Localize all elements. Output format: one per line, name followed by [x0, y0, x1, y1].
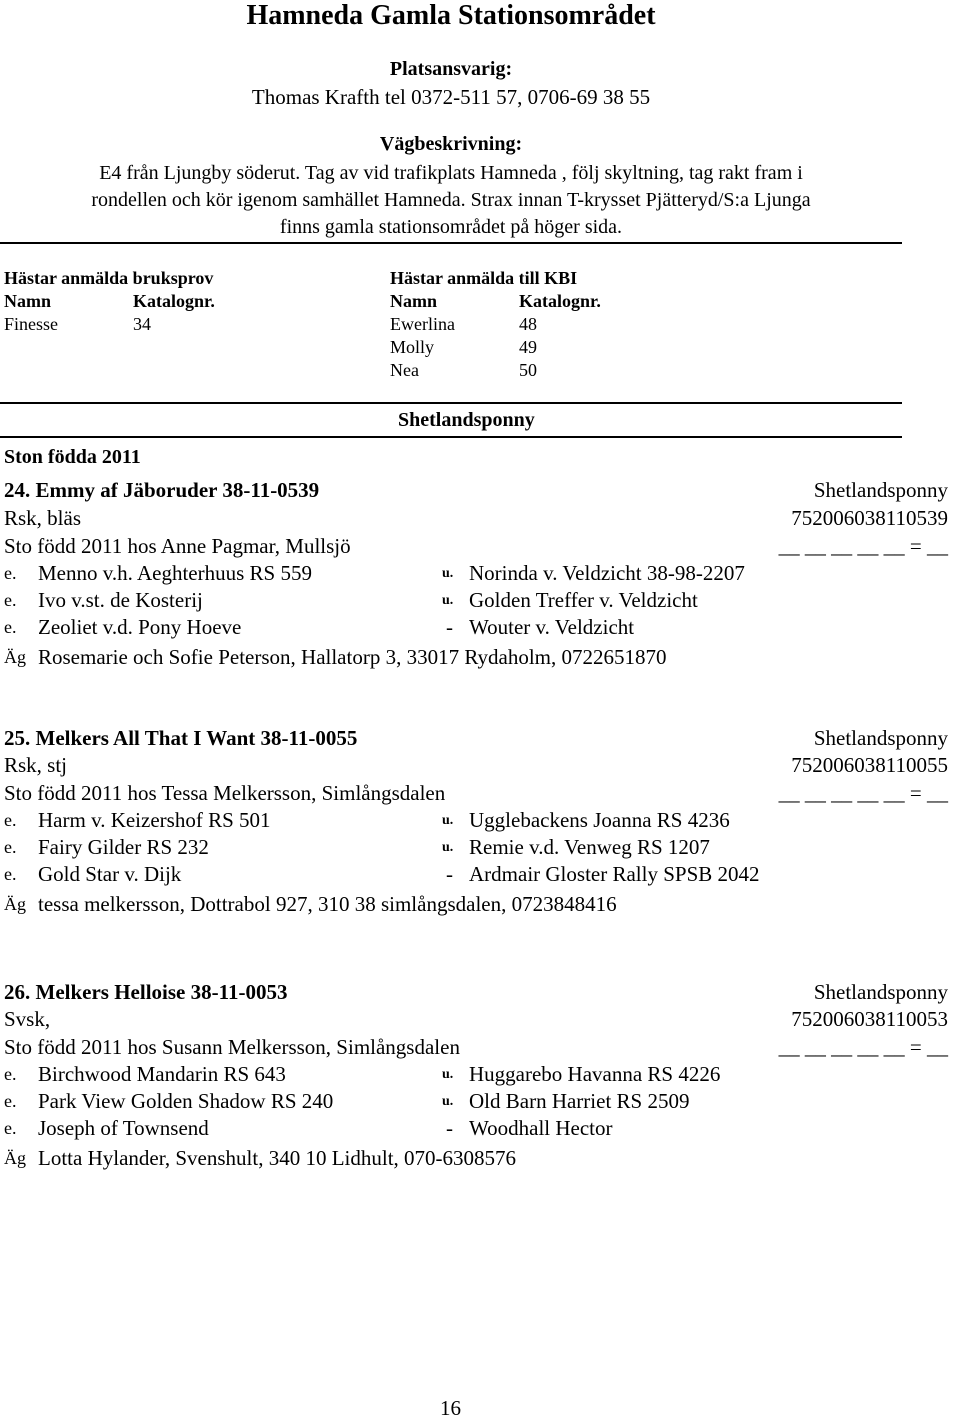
pedigree-right: Old Barn Harriet RS 2509	[469, 1089, 690, 1113]
breed-title: Shetlandsponny	[398, 409, 535, 431]
owner-prefix: Äg	[4, 647, 26, 667]
horse-id: 752006038110055	[791, 753, 948, 777]
right-heading: Hästar anmälda till KBI	[390, 268, 578, 288]
owner-prefix: Äg	[4, 1148, 26, 1168]
dam-prefix: -	[446, 862, 453, 886]
directions-line-1: E4 från Ljungby söderut. Tag av vid trafikplats Hamneda , följ skyltning, tag rakt fram i	[99, 162, 803, 184]
horse-owner: Rosemarie och Sofie Peterson, Hallatorp 3, 33017 Rydaholm, 0722651870	[38, 645, 667, 669]
right-row-num: 50	[519, 360, 537, 380]
divider	[0, 402, 902, 404]
contact-label: Platsansvarig:	[389, 58, 513, 80]
horse-breed: Shetlandsponny	[813, 980, 948, 1004]
right-col-name: Namn	[390, 291, 438, 311]
sire-prefix: e.	[4, 563, 17, 583]
dam-prefix: u.	[442, 813, 454, 828]
horse-born: Sto född 2011 hos Tessa Melkersson, Simlångsdalen	[4, 781, 446, 805]
divider	[0, 242, 902, 244]
dam-prefix: u.	[442, 593, 454, 608]
pedigree-right: Ugglebackens Joanna RS 4236	[469, 808, 730, 832]
pedigree-left: Birchwood Mandarin RS 643	[38, 1062, 286, 1086]
horse-heading: 26. Melkers Helloise 38-11-0053	[4, 980, 288, 1004]
pedigree-right: Wouter v. Veldzicht	[469, 615, 635, 639]
dam-prefix: -	[446, 615, 453, 639]
pedigree-right: Huggarebo Havanna RS 4226	[469, 1062, 721, 1086]
horse-born: Sto född 2011 hos Anne Pagmar, Mullsjö	[4, 534, 351, 558]
pedigree-left: Fairy Gilder RS 232	[38, 835, 209, 859]
owner-prefix: Äg	[4, 894, 26, 914]
sire-prefix: e.	[4, 1064, 17, 1084]
dam-prefix: u.	[442, 1094, 454, 1109]
score-blanks: __ __ __ __ __ = __	[778, 534, 948, 558]
page-title: Hamneda Gamla Stationsområdet	[246, 0, 656, 31]
right-row-name: Nea	[390, 360, 419, 380]
sire-prefix: e.	[4, 864, 17, 884]
dam-prefix: u.	[442, 1067, 454, 1082]
right-row-num: 49	[519, 337, 537, 357]
directions-label: Vägbeskrivning:	[379, 133, 523, 155]
left-col-name: Namn	[4, 291, 52, 311]
pedigree-right: Woodhall Hector	[469, 1116, 613, 1140]
pedigree-right: Ardmair Gloster Rally SPSB 2042	[469, 862, 760, 886]
pedigree-left: Park View Golden Shadow RS 240	[38, 1089, 334, 1113]
horse-heading: 24. Emmy af Jäboruder 38-11-0539	[4, 478, 320, 502]
page-number: 16	[440, 1396, 461, 1420]
pedigree-right: Golden Treffer v. Veldzicht	[469, 588, 698, 612]
horse-color: Rsk, bläs	[4, 506, 82, 530]
pedigree-left: Harm v. Keizershof RS 501	[38, 808, 271, 832]
sire-prefix: e.	[4, 837, 17, 857]
horse-breed: Shetlandsponny	[813, 478, 948, 502]
horse-color: Rsk, stj	[4, 753, 68, 777]
pedigree-left: Gold Star v. Dijk	[38, 862, 182, 886]
sire-prefix: e.	[4, 617, 17, 637]
contact-text: Thomas Krafth tel 0372-511 57, 0706-69 38 55	[251, 85, 651, 109]
sire-prefix: e.	[4, 810, 17, 830]
pedigree-right: Remie v.d. Venweg RS 1207	[469, 835, 710, 859]
sire-prefix: e.	[4, 590, 17, 610]
horse-heading: 25. Melkers All That I Want 38-11-0055	[4, 726, 358, 750]
horse-born: Sto född 2011 hos Susann Melkersson, Simlångsdalen	[4, 1035, 460, 1059]
dam-prefix: u.	[442, 566, 454, 581]
horse-id: 752006038110053	[791, 1007, 948, 1031]
horse-id: 752006038110539	[791, 506, 948, 530]
sire-prefix: e.	[4, 1118, 17, 1138]
horse-owner: Lotta Hylander, Svenshult, 340 10 Lidhult, 070-6308576	[38, 1146, 517, 1170]
left-col-catalog: Katalognr.	[133, 291, 215, 311]
left-row-num: 34	[133, 314, 151, 334]
pedigree-left: Ivo v.st. de Kosterij	[38, 588, 203, 612]
dam-prefix: -	[446, 1116, 453, 1140]
right-row-num: 48	[519, 314, 537, 334]
sire-prefix: e.	[4, 1091, 17, 1111]
pedigree-left: Joseph of Townsend	[38, 1116, 209, 1140]
horse-owner: tessa melkersson, Dottrabol 927, 310 38 simlångsdalen, 0723848416	[38, 892, 617, 916]
dam-prefix: u.	[442, 840, 454, 855]
divider	[0, 436, 902, 438]
pedigree-left: Menno v.h. Aeghterhuus RS 559	[38, 561, 312, 585]
class-heading: Ston födda 2011	[4, 446, 141, 468]
right-row-name: Ewerlina	[390, 314, 455, 334]
right-row-name: Molly	[390, 337, 435, 357]
pedigree-left: Zeoliet v.d. Pony Hoeve	[38, 615, 242, 639]
horse-color: Svsk,	[4, 1007, 51, 1031]
score-blanks: __ __ __ __ __ = __	[778, 1035, 948, 1059]
pedigree-right: Norinda v. Veldzicht 38-98-2207	[469, 561, 745, 585]
score-blanks: __ __ __ __ __ = __	[778, 781, 948, 805]
right-col-catalog: Katalognr.	[519, 291, 601, 311]
left-row-name: Finesse	[4, 314, 58, 334]
directions-line-2: rondellen och kör igenom samhället Hamneda. Strax innan T-krysset Pjätteryd/S:a Ljunga	[91, 189, 811, 211]
left-heading: Hästar anmälda bruksprov	[4, 268, 214, 288]
horse-breed: Shetlandsponny	[813, 726, 948, 750]
directions-line-3: finns gamla stationsområdet på höger sida.	[279, 216, 623, 238]
